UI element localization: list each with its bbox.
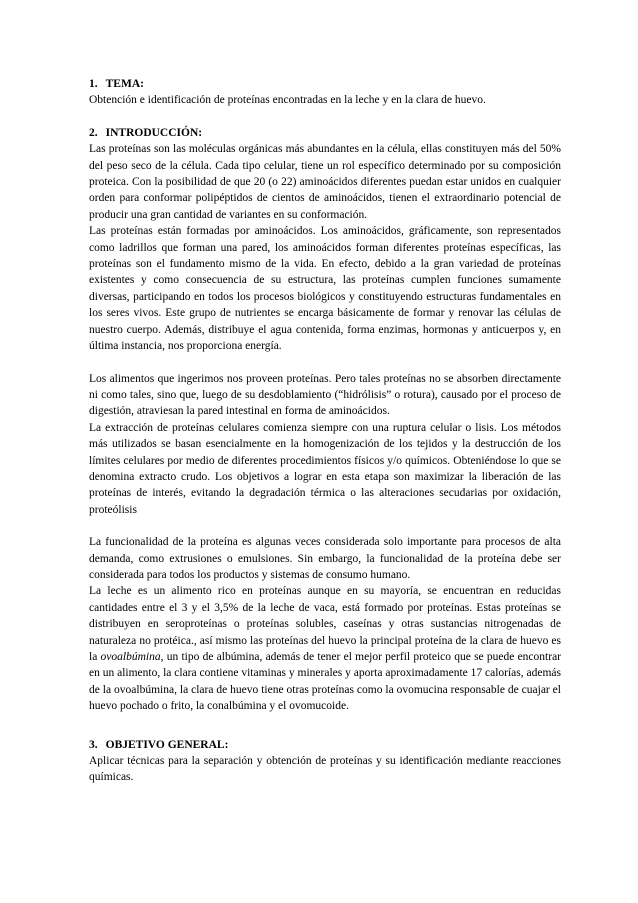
intro-paragraph-6-end: , un tipo de albúmina, además de tener el mejor perfil proteico que se puede encontrar en un alimento, la clara contiene vitaminas y minerales y aporta aproximadamente 17 calorías, además de la ovoalbúmina, la clara de huevo tiene otras proteínas como la ovomucina responsable de cuajar el huevo pochado o frito, la conalbúmina y el ovomucoide. <box>89 651 561 713</box>
section-2-title: INTRODUCCIÓN: <box>105 126 203 139</box>
section-3-text: Aplicar técnicas para la separación y obtención de proteínas y su identificación mediante reacciones químicas. <box>89 755 561 784</box>
section-2-heading <box>89 125 561 141</box>
ovoalbumina-term: ovoalbúmina <box>100 651 161 663</box>
document-page <box>89 76 561 786</box>
section-1-heading <box>89 76 561 92</box>
intro-paragraph-6-start: La leche es un alimento rico en proteínas aunque en su mayoría, se encuentran en reducidas cantidades entre el 3 y el 3,5% de la leche de vaca, está formado por proteínas. Estas proteínas se distribuyen en seroproteínas o proteínas solubles, caseínas y otras sustancias nitrogenadas de naturaleza no protéica., así mismo las proteínas del huevo la principal proteína de la clara de huevo es la <box>89 585 561 663</box>
intro-paragraph-5: La funcionalidad de la proteína es algunas veces considerada solo importante para procesos de alta demanda, como extrusiones o emulsiones. Sin embargo, la funcionalidad de la proteína debe ser considerada para todos los productos y sistemas de consumo humano. <box>89 536 561 581</box>
section-1-text: Obtención e identificación de proteínas encontradas en la leche y en la clara de huevo. <box>89 94 486 107</box>
intro-paragraph-4: La extracción de proteínas celulares comienza siempre con una ruptura celular o lisis. Los métodos más utilizados se basan esencialmente en la homogenización de los tejidos y la destrucción de los límites celulares por medio de diferentes procedimientos físicos y/o químicos. Obteniéndose lo que se denomina extracto crudo. Los objetivos a lograr en esta etapa son maximizar la liberación de las proteínas de interés, evitando la degradación térmica o las alteraciones secudarias por oxidación, proteólisis <box>89 421 561 516</box>
section-2-number: 2. <box>89 126 98 139</box>
intro-paragraph-3: Los alimentos que ingerimos nos proveen proteínas. Pero tales proteínas no se absorben directamente ni como tales, sino que, luego de su desdoblamiento (“hidrólisis” o rotura), causado por el proceso de digestión, atraviesan la pared intestinal en forma de aminoácidos. <box>89 372 561 418</box>
intro-paragraph-2: Las proteínas están formadas por aminoácidos. Los aminoácidos, gráficamente, son representados como ladrillos que forman una pared, los aminoácidos forman diferentes proteínas específicas, las proteínas son el fundamento mismo de la vida. En efecto, debido a la gran variedad de proteínas existentes y como consecuencia de su estructura, las proteínas cumplen funciones sumamente diversas, participando en todos los procesos biológicos y constituyendo estructuras fundamentales en los seres vivos. Este grupo de nutrientes se encarga básicamente de formar y renovar las células de nuestro cuerpo. Además, distribuye el agua contenida, forma enzimas, hormonas y anticuerpos y, en última instancia, nos proporciona energía. <box>89 225 561 353</box>
section-1-number: 1. <box>89 78 98 90</box>
intro-paragraph-1: Las proteínas son las moléculas orgánicas más abundantes en la célula, ellas constituyen más del 50% del peso seco de la célula. Cada tipo celular, tiene un rol específico determinado por su composición proteica. Con la posibilidad de que 20 (o 22) aminoácidos diferentes puedan estar unidos en cualquier orden para conformar polipéptidos de cientos de aminoácidos, tienen el extraordinario potencial de producir una gran cantidad de variantes en su conformación. <box>89 143 561 221</box>
section-3-heading <box>89 737 561 753</box>
section-3-number: 3. <box>89 738 98 751</box>
section-1-title: TEMA: <box>105 78 144 90</box>
intro-paragraph-6 <box>89 583 561 714</box>
section-3-title: OBJETIVO GENERAL: <box>105 738 229 751</box>
